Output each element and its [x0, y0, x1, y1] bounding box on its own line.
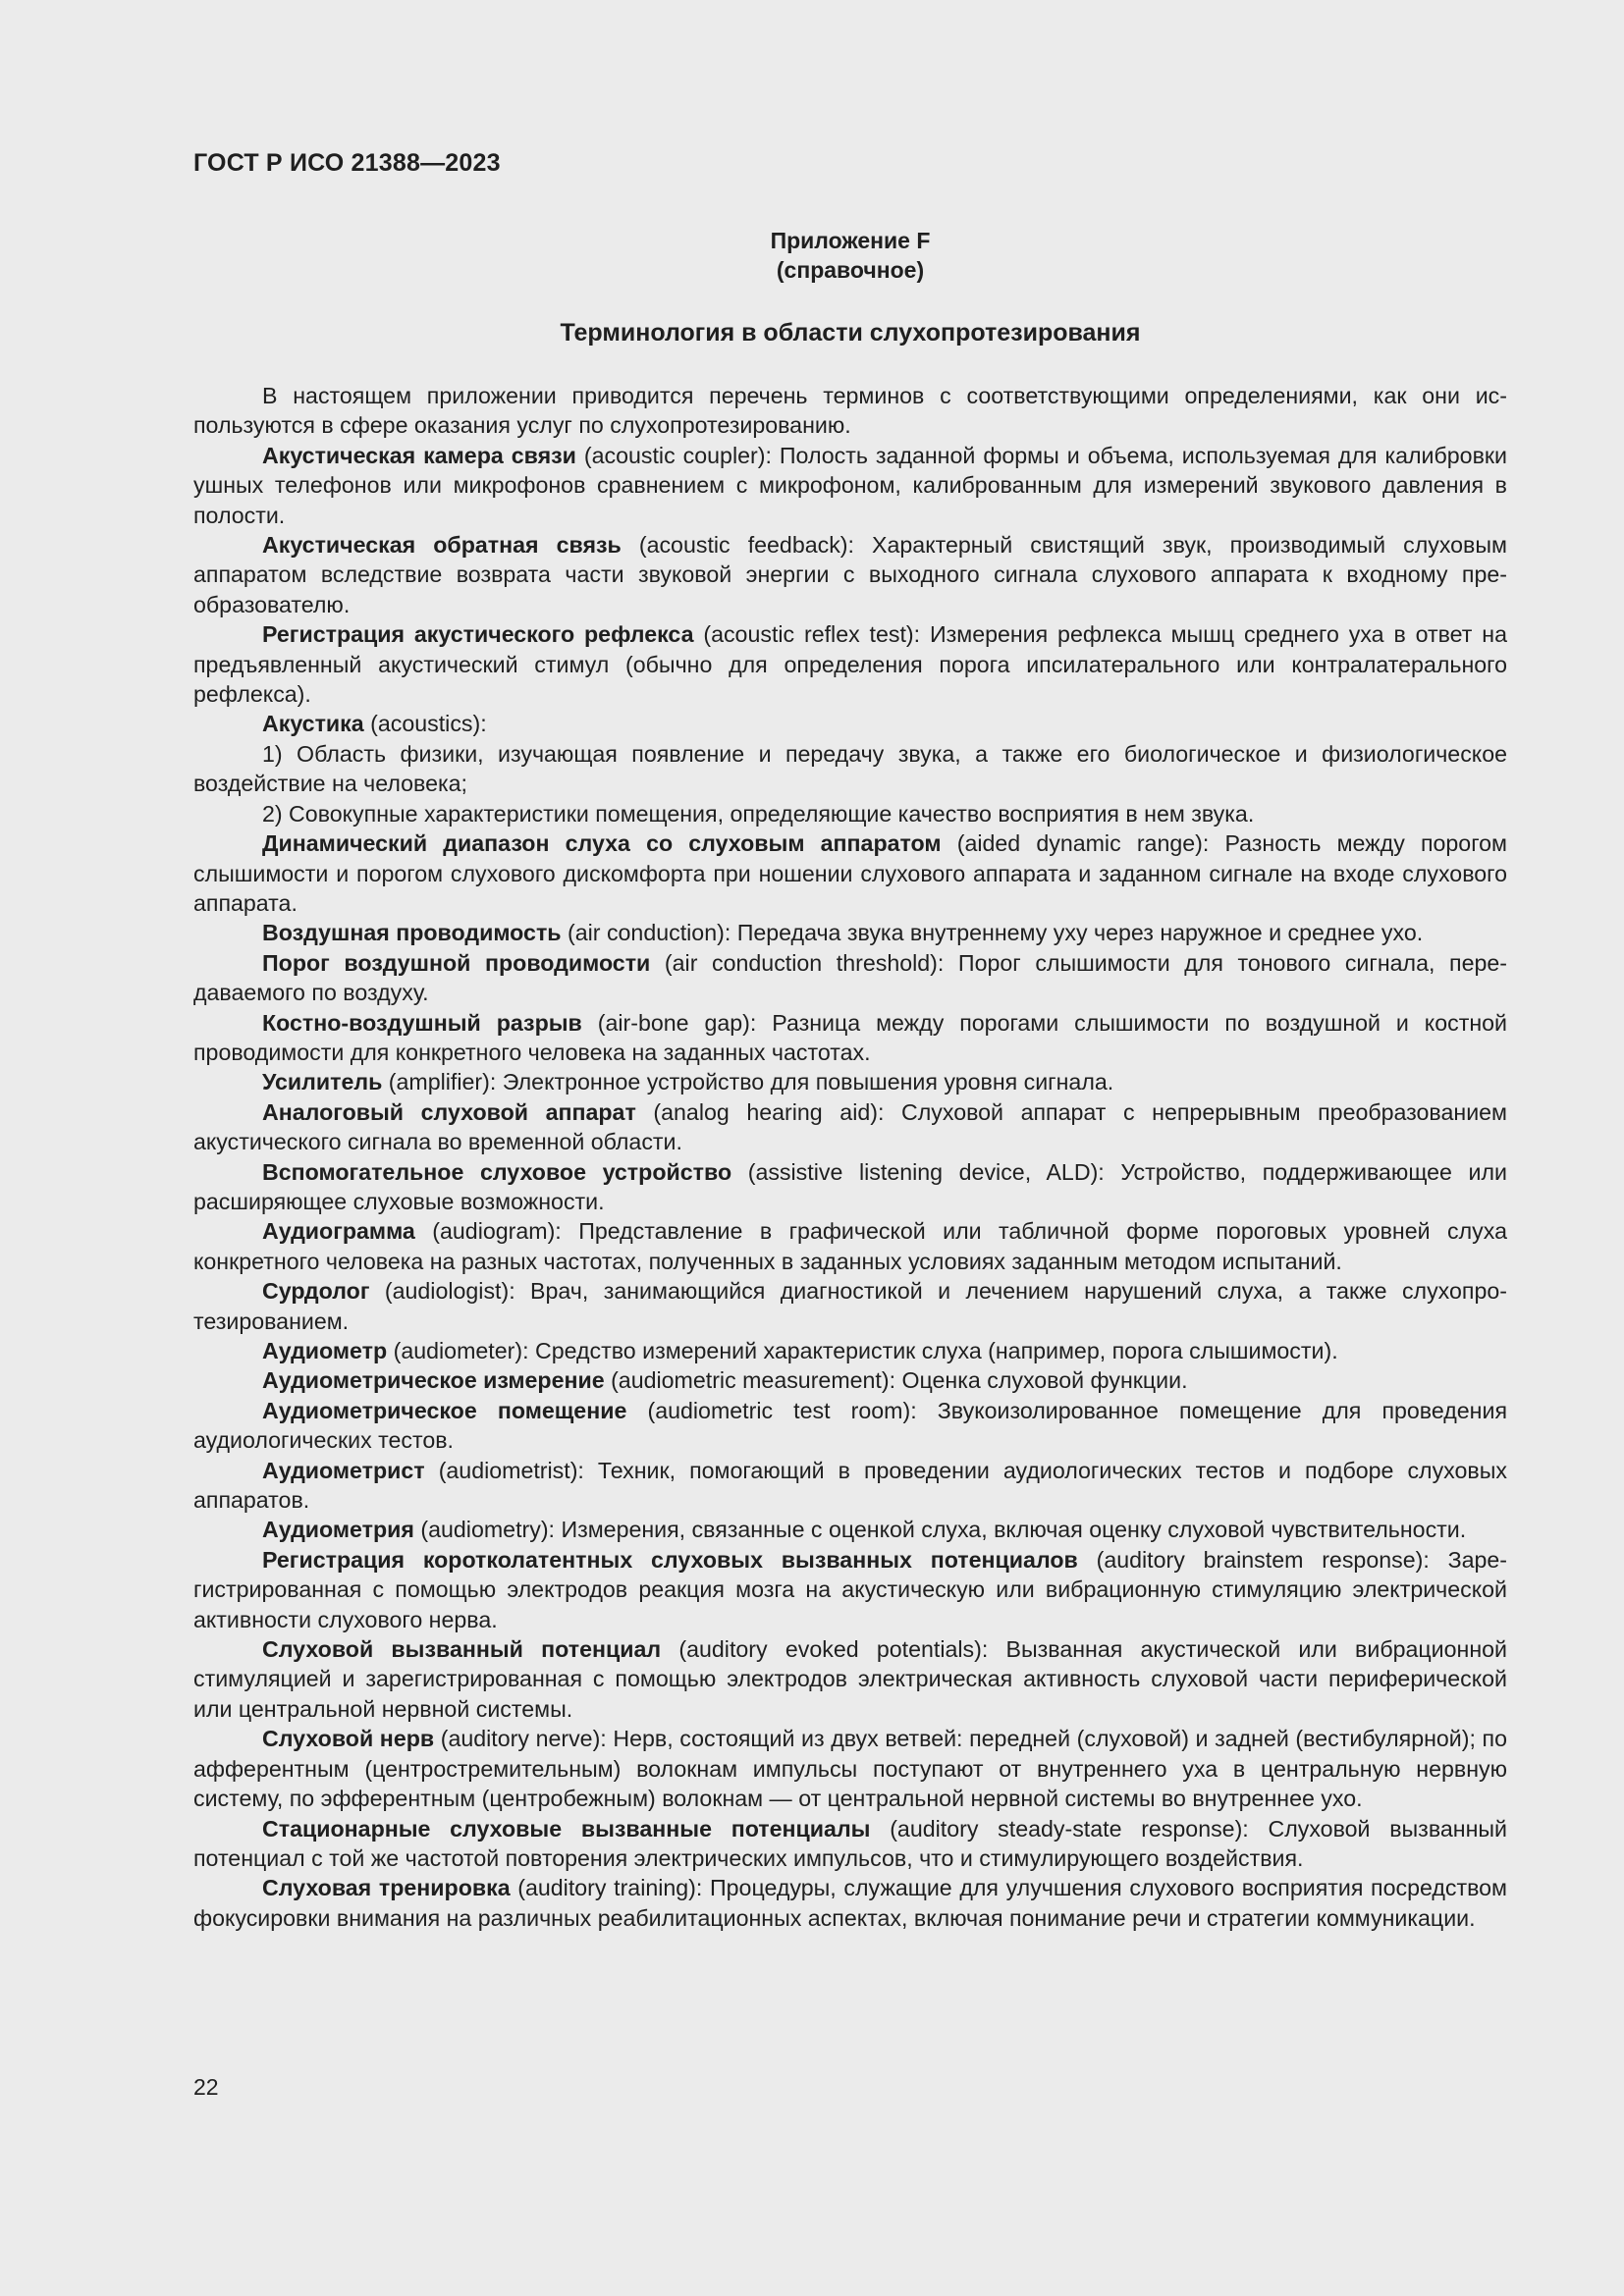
term-english: (analog hearing aid):	[635, 1098, 901, 1125]
intro-paragraph: В настоящем приложении приводится перечень терминов с соответствующими определениями, как они используются в сфере оказания услуг по слухопротезированию.	[193, 383, 1507, 439]
term-name: Порог воздушной проводимости	[262, 949, 651, 976]
term-definition: Разность между порогом слышимости и порогом слухового дискомфорта при ношении слухового аппарата и заданном сигнале на входе слухового аппарата.	[193, 830, 1507, 916]
term-name: Динамический диапазон слуха со слуховым аппаратом	[262, 830, 942, 857]
term-entry	[193, 918, 1507, 947]
term-entry	[193, 1157, 1507, 1217]
term-entry	[193, 1365, 1507, 1395]
term-english: (air conduction threshold):	[650, 949, 958, 976]
term-entry	[193, 1545, 1507, 1634]
annex-title: Терминология в области слухопротезирования	[560, 319, 1141, 347]
term-definition: Техник, помогающий в проведении аудиологических тестов и подборе слуховых аппаратов.	[193, 1457, 1507, 1514]
term-entry	[193, 1814, 1507, 1874]
term-english: (audiometer):	[387, 1338, 535, 1363]
term-entry	[193, 948, 1507, 1008]
term-name: Регистрация акустического рефлекса	[262, 621, 694, 648]
term-entry	[193, 1216, 1507, 1276]
term-definition: Представление в графической или табличной форме пороговых уровней слуха конкретного человека на разных частотах, полученных в заданных условиях заданным методом испытаний.	[193, 1218, 1507, 1274]
annex-label: Приложение F	[770, 228, 931, 253]
term-name: Вспомогательное слуховое устройство	[262, 1158, 732, 1185]
page-number: 22	[193, 2074, 219, 2100]
term-definition: Устройство, поддерживающее или расширяющее слуховые возможности.	[193, 1158, 1507, 1214]
annex-heading	[193, 226, 1507, 285]
term-definition: Звукоизолированное помещение для проведения аудиологических тестов.	[193, 1397, 1507, 1454]
term-english: (auditory nerve):	[434, 1726, 614, 1752]
term-english: (auditory training):	[510, 1875, 710, 1901]
term-english: (amplifier):	[382, 1069, 503, 1095]
term-definition: Передача звука внутреннему уху через наружное и среднее ухо.	[736, 920, 1424, 946]
term-english: (audiometric measurement):	[604, 1367, 902, 1394]
standard-header: ГОСТ Р ИСО 21388—2023	[193, 149, 501, 177]
term-name: Аудиометрия	[262, 1517, 414, 1543]
annex-type: (справочное)	[776, 257, 925, 283]
term-name: Аудиограмма	[262, 1218, 415, 1245]
term-entry	[193, 1008, 1507, 1068]
term-name: Акустическая обратная связь	[262, 532, 622, 559]
term-definition: Слуховой вызванный потенциал с той же частотой повторения электрических импульсов, что и стимулирующего воздействия.	[193, 1815, 1507, 1871]
term-name: Аудиометрист	[262, 1457, 425, 1483]
term-definition: Слуховой аппарат с непрерывным преобразованием акустического сигнала во временной области.	[193, 1098, 1507, 1155]
term-english: (auditory evoked potentials):	[661, 1636, 1006, 1663]
term-entry	[193, 799, 1507, 828]
terminology-body	[193, 381, 1507, 1933]
term-definition: Зарегистрированная с помощью электродов реакция мозга на акустическую или вибрационную стимуляцию электрической активности слухового нерва.	[193, 1546, 1507, 1632]
term-definition: Порог слышимости для тонового сигнала, передаваемого по воздуху.	[193, 949, 1507, 1006]
term-name: Сурдолог	[262, 1278, 370, 1305]
term-english: (acoustic coupler):	[575, 442, 780, 468]
term-entry	[193, 709, 1507, 738]
term-english: (auditory brainstem response):	[1077, 1546, 1448, 1573]
term-name: Костно-воздушный разрыв	[262, 1009, 582, 1036]
term-entry	[193, 1515, 1507, 1544]
term-name: Стационарные слуховые вызванные потенциалы	[262, 1815, 871, 1842]
term-definition: Измерения, связанные с оценкой слуха, включая оценку слуховой чувствительности.	[561, 1517, 1467, 1543]
term-english: (assistive listening device, ALD):	[731, 1158, 1121, 1185]
term-entry	[193, 530, 1507, 619]
term-english: (audiogram):	[414, 1218, 579, 1245]
term-definition: 2) Совокупные характеристики помещения, определяющие качество восприятия в нем звука.	[262, 800, 1255, 827]
term-english: (air conduction):	[561, 920, 737, 946]
term-name: Воздушная проводимость	[262, 920, 562, 946]
term-definition: Электронное устройство для повышения уровня сигнала.	[502, 1069, 1114, 1095]
term-definition: Вызванная акустической или вибрационной стимуляцией и зарегистрированная с помощью электродов электрическая активность слуховой части периферической или центральной нервной системы.	[193, 1636, 1507, 1722]
term-definition: Врач, занимающийся диагностикой и лечением нарушений слуха, а также слухопротезированием.	[193, 1278, 1507, 1334]
term-english: (audiometrist):	[424, 1457, 598, 1483]
term-entry	[193, 1724, 1507, 1813]
term-definition: Полость заданной формы и объема, используемая для калибровки ушных телефонов или микрофонов сравнением с микрофоном, калиброванным для измерений звукового давления в полости.	[193, 442, 1507, 528]
term-english: (acoustic feedback):	[621, 532, 873, 559]
term-name: Аудиометрическое помещение	[262, 1397, 627, 1423]
term-name: Усилитель	[262, 1069, 383, 1095]
term-definition: Разница между порогами слышимости по воздушной и костной проводимости для конкретного человека на заданных частотах.	[193, 1009, 1507, 1065]
term-english: (air-bone gap):	[581, 1009, 773, 1036]
term-name: Акустика	[262, 711, 364, 737]
term-name: Аудиометр	[262, 1338, 388, 1363]
term-entry	[193, 1634, 1507, 1724]
term-name: Слуховой вызванный потенциал	[262, 1636, 662, 1663]
term-entry	[193, 828, 1507, 918]
term-name: Аналоговый слуховой аппарат	[262, 1098, 636, 1125]
term-entry	[193, 1097, 1507, 1157]
term-english: (acoustic reflex test):	[693, 621, 930, 648]
term-english: (audiologist):	[369, 1278, 531, 1305]
term-definition: Характерный свистящий звук, производимый слуховым аппаратом вследствие возврата части звуковой энергии с выходного сигнала слухового аппарата к входному преобразователю.	[193, 532, 1507, 617]
term-entry	[193, 739, 1507, 799]
term-english: (acoustics):	[363, 711, 487, 737]
term-english: (aided dynamic range):	[941, 830, 1225, 857]
term-entry	[193, 1873, 1507, 1933]
term-entry	[193, 1456, 1507, 1516]
term-definition: Нерв, состоящий из двух ветвей: передней (слуховой) и задней (вестибулярной); по афферентным (центростремительным) волокнам импульсы поступают от внутреннего уха в центральную нервную систему, по эфферентным (центробежным) волокнам — от центральной нервной системы во внутреннее ухо.	[193, 1726, 1507, 1812]
term-definition: Оценка слуховой функции.	[901, 1367, 1188, 1394]
term-entry	[193, 1396, 1507, 1456]
term-entry	[193, 1276, 1507, 1336]
term-entry	[193, 619, 1507, 709]
term-definition: Процедуры, служащие для улучшения слухового восприятия посредством фокусировки внимания на различных реабилитационных аспектах, включая понимание речи и стратегии коммуникации.	[193, 1875, 1507, 1931]
term-name: Акустическая камера связи	[262, 442, 576, 468]
term-entry	[193, 1067, 1507, 1096]
term-entry	[193, 1336, 1507, 1365]
term-english: (audiometry):	[413, 1517, 562, 1543]
term-name: Аудиометрическое измерение	[262, 1367, 605, 1394]
term-definition: 1) Область физики, изучающая появление и передачу звука, а также его биологическое и физиологическое воздействие на человека;	[193, 740, 1507, 797]
term-name: Регистрация коротколатентных слуховых вызванных потенциалов	[262, 1546, 1078, 1573]
term-english: (audiometric test room):	[626, 1397, 938, 1423]
term-english: (auditory steady-state response):	[870, 1815, 1269, 1842]
term-name: Слуховая тренировка	[262, 1875, 511, 1901]
term-name: Слуховой нерв	[262, 1726, 435, 1752]
term-definition: Измерения рефлекса мышц среднего уха в ответ на предъявленный акустический стимул (обычно для определения порога ипсилатерального или контралатерального рефлекса).	[193, 621, 1507, 708]
term-entry	[193, 441, 1507, 530]
term-definition: Средство измерений характеристик слуха (например, порога слышимости).	[534, 1338, 1338, 1363]
